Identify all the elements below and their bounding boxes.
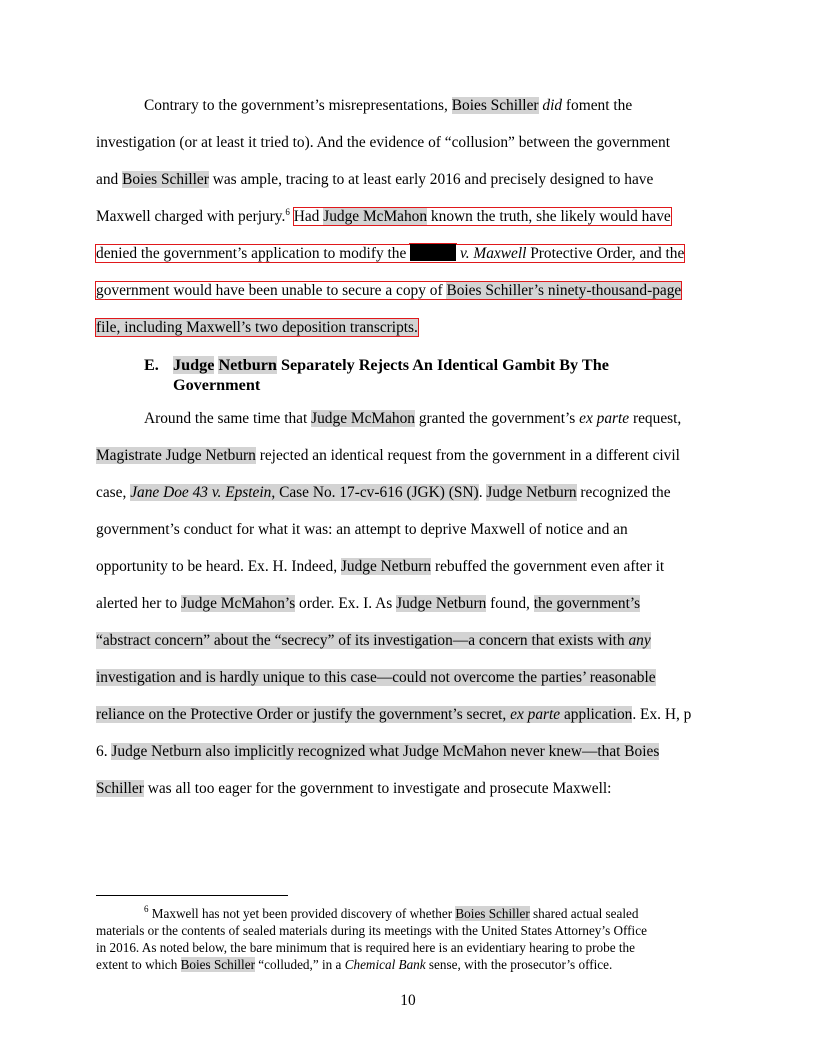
red-annotation-box: [96, 282, 681, 299]
highlight-magistrate-judge-netburn: Magistrate Judge Netburn: [96, 447, 256, 464]
red-annotation-box: [294, 208, 671, 225]
text: Separately Rejects An Identical Gambit By The: [276, 356, 609, 374]
text: granted the government’s: [415, 410, 580, 427]
highlight-boies: Boies: [624, 743, 660, 760]
text: rejected an identical request from the government in a different civil: [255, 447, 680, 464]
text: request,: [629, 410, 682, 427]
highlight-boies-schiller: Boies Schiller: [455, 906, 530, 921]
highlight-boies-schiller-file: Boies Schiller’s ninety-thousand-page: [446, 282, 682, 299]
text: denied the government’s application to modify the: [96, 245, 411, 262]
highlight-netburn: Netburn: [218, 356, 277, 374]
text: government’s conduct for what it was: an attempt to deprive Maxwell of notice and an: [96, 521, 628, 538]
text: known the truth, she likely would have: [427, 208, 671, 225]
italic-text: any: [628, 632, 651, 649]
text: Around the same time that: [144, 410, 312, 427]
para1-line5: [96, 244, 684, 264]
highlight-quote: investigation and is hardly unique to this case—could not overcome the parties’ reasonable: [96, 669, 656, 686]
highlight-judge-mcmahon: Judge McMahon: [311, 410, 415, 427]
highlight-schiller: Schiller: [96, 780, 144, 797]
red-annotation-box: [96, 319, 418, 336]
text: Maxwell charged with perjury.: [96, 208, 286, 225]
text: found,: [486, 595, 534, 612]
text: recognized the: [576, 484, 671, 501]
text: was all too eager for the government to investigate and prosecute Maxwell:: [143, 780, 612, 797]
highlight-judge-mcmahon: Judge McMahon: [323, 208, 428, 225]
text: order. Ex. I. As: [295, 595, 397, 612]
highlight-quote: Judge Netburn also implicitly recognized what Judge McMahon never knew—that: [111, 743, 625, 760]
heading-text: [173, 355, 609, 375]
footnote-line2: [96, 922, 647, 939]
footnote-line4: [96, 956, 612, 973]
para2-line3: [96, 483, 671, 503]
text: Had: [293, 208, 324, 225]
para2-line6: [96, 594, 640, 614]
text: application: [560, 706, 633, 723]
text: alerted her to: [96, 595, 182, 612]
text: case,: [96, 484, 131, 501]
highlight-quote: the government’s: [533, 595, 641, 612]
text: .: [478, 484, 487, 501]
text: Protective Order, and the: [526, 245, 685, 262]
para1-line7: [96, 318, 418, 338]
italic-text: v. Maxwell: [456, 245, 527, 262]
highlight-boies-schiller: Boies Schiller: [122, 171, 209, 188]
highlight-boies-schiller: Boies Schiller: [180, 957, 255, 972]
text: rebuffed the government even after it: [431, 558, 665, 575]
text: materials or the contents of sealed materials during its meetings with the United States Attorney’s Office: [96, 923, 647, 938]
text: and: [96, 171, 123, 188]
text: extent to which: [96, 957, 181, 972]
para1-line1: [144, 96, 632, 116]
highlight-case-cite: [130, 484, 479, 501]
text: . Ex. H, p: [632, 706, 692, 723]
para1-line4: [96, 207, 671, 227]
text: opportunity to be heard. Ex. H. Indeed,: [96, 558, 341, 575]
para2-line2: [96, 446, 680, 466]
footnote-line1: [144, 905, 639, 922]
text: “abstract concern” about the “secrecy” of its investigation—a concern that exists with: [96, 632, 629, 649]
para2-line9: [96, 705, 691, 725]
heading-text-line2: Government: [173, 376, 261, 394]
para2-line10: [96, 742, 659, 762]
para1-line2: [96, 133, 670, 153]
text: government would have been unable to secure a copy of: [96, 282, 447, 299]
para2-line8: [96, 668, 656, 688]
highlight-quote: [96, 706, 632, 723]
footnote-marker[interactable]: 6: [285, 207, 290, 217]
text: Maxwell has not yet been provided discovery of whether: [148, 906, 456, 921]
para2-line4: [96, 520, 628, 540]
para2-line11: [96, 779, 611, 799]
text: “colluded,” in a: [254, 957, 345, 972]
highlight-judge: Judge: [173, 356, 215, 374]
italic-text: ex parte: [510, 706, 561, 723]
text: was ample, tracing to at least early 2016 and precisely designed to have: [208, 171, 654, 188]
highlight-judge-netburn: Judge Netburn: [486, 484, 577, 501]
text: shared actual sealed: [529, 906, 639, 921]
italic-text: did: [542, 97, 563, 114]
text: in 2016. As noted below, the bare minimum that is required here is an evidentiary hearing to probe the: [96, 940, 635, 955]
para1-line3: [96, 170, 653, 190]
para2-line5: [96, 557, 664, 577]
page-number: 10: [400, 992, 416, 1009]
redaction-block: [410, 244, 456, 261]
highlight-judge-mcmahons: Judge McMahon’s: [181, 595, 296, 612]
para2-line1: [144, 409, 681, 429]
para1-line6: [96, 281, 681, 301]
text: reliance on the Protective Order or justify the government’s secret,: [96, 706, 511, 723]
footnote-line3: [96, 939, 635, 956]
text: 6.: [96, 743, 112, 760]
italic-text: Chemical Bank: [344, 957, 426, 972]
footnote-marker: 6: [144, 904, 149, 914]
highlight-judge-netburn: Judge Netburn: [396, 595, 487, 612]
text: sense, with the prosecutor’s office.: [425, 957, 613, 972]
text: investigation (or at least it tried to). And the evidence of “collusion” between the government: [96, 134, 670, 151]
text: , Case No. 17-cv-616 (JGK) (SN): [271, 484, 479, 501]
highlight-boies-schiller: Boies Schiller: [451, 97, 539, 114]
highlight-file-text: file, including Maxwell’s two deposition transcripts.: [96, 319, 418, 336]
italic-text: Jane Doe 43 v. Epstein: [130, 484, 272, 501]
red-annotation-box: [96, 245, 684, 262]
footnote-separator: [96, 895, 288, 896]
highlight-judge-netburn: Judge Netburn: [340, 558, 432, 575]
italic-text: ex parte: [579, 410, 630, 427]
heading-letter: E.: [144, 356, 159, 374]
text: Contrary to the government’s misrepresentations,: [144, 97, 452, 114]
text: foment the: [562, 97, 633, 114]
para2-line7: [96, 631, 651, 651]
highlight-quote: [96, 632, 651, 649]
